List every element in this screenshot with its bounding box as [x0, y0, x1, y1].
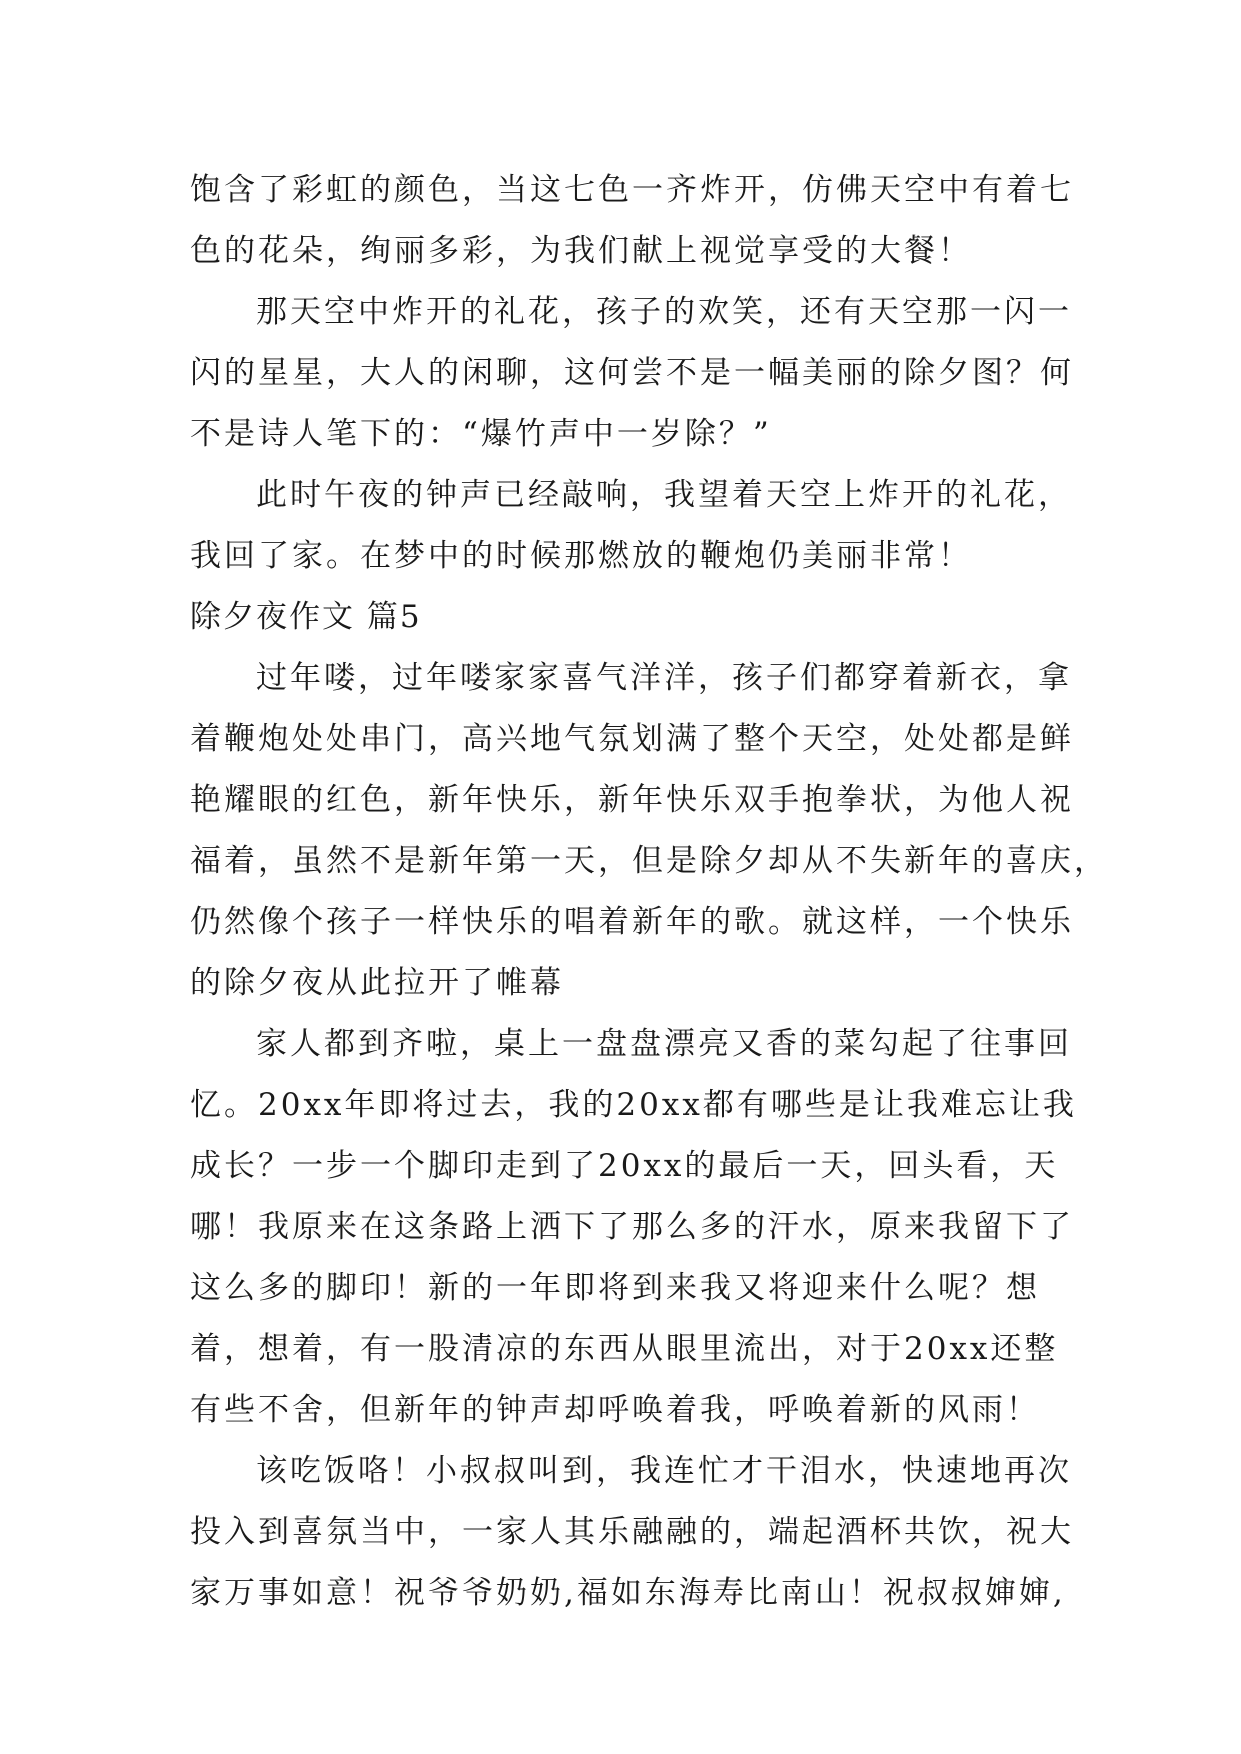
- text-line: 家万事如意！祝爷爷奶奶,福如东海寿比南山！祝叔叔婶婶,: [190, 1575, 1066, 1611]
- text-line: 有些不舍，但新年的钟声却呼唤着我，呼唤着新的风雨！: [190, 1392, 1040, 1428]
- text-line: 饱含了彩虹的颜色，当这七色一齐炸开，仿佛天空中有着七: [190, 172, 1074, 208]
- paragraph-first-line: 此时午夜的钟声已经敲响，我望着天空上炸开的礼花，: [256, 477, 1072, 513]
- paragraph-first-line: 过年喽，过年喽家家喜气洋洋，孩子们都穿着新衣，拿: [256, 660, 1072, 696]
- text-line: 着，想着，有一股清凉的东西从眼里流出，对于20xx还整: [190, 1331, 1059, 1367]
- text-line: 的除夕夜从此拉开了帷幕: [190, 965, 564, 1001]
- text-line: 我回了家。在梦中的时候那燃放的鞭炮仍美丽非常！: [190, 538, 972, 574]
- document-body: [190, 160, 1108, 1624]
- text-line: 艳耀眼的红色，新年快乐，新年快乐双手抱拳状，为他人祝: [190, 782, 1074, 818]
- text-line: 投入到喜氛当中，一家人其乐融融的，端起酒杯共饮，祝大: [190, 1514, 1074, 1550]
- paragraph-first-line: 家人都到齐啦，桌上一盘盘漂亮又香的菜勾起了往事回: [256, 1026, 1072, 1062]
- text-line: 闪的星星，大人的闲聊，这何尝不是一幅美丽的除夕图？何: [190, 355, 1074, 391]
- text-line: 色的花朵，绚丽多彩，为我们献上视觉享受的大餐！: [190, 233, 972, 269]
- text-line: 这么多的脚印！新的一年即将到来我又将迎来什么呢？想: [190, 1270, 1040, 1306]
- paragraph-first-line: 那天空中炸开的礼花，孩子的欢笑，还有天空那一闪一: [256, 294, 1072, 330]
- text-line: 着鞭炮处处串门，高兴地气氛划满了整个天空，处处都是鲜: [190, 721, 1074, 757]
- text-line: 不是诗人笔下的：“爆竹声中一岁除？”: [190, 416, 772, 452]
- text-line: 哪！我原来在这条路上洒下了那么多的汗水，原来我留下了: [190, 1209, 1074, 1245]
- paragraph-first-line: 该吃饭咯！小叔叔叫到，我连忙才干泪水，快速地再次: [256, 1453, 1072, 1489]
- text-line: 忆。20xx年即将过去，我的20xx都有哪些是让我难忘让我: [190, 1087, 1077, 1123]
- text-line: 仍然像个孩子一样快乐的唱着新年的歌。就这样，一个快乐: [190, 904, 1074, 940]
- text-line: 福着，虽然不是新年第一天，但是除夕却从不失新年的喜庆，: [190, 843, 1108, 879]
- text-line: 成长？一步一个脚印走到了20xx的最后一天，回头看，天: [190, 1148, 1059, 1184]
- section-heading: 除夕夜作文 篇5: [190, 599, 422, 635]
